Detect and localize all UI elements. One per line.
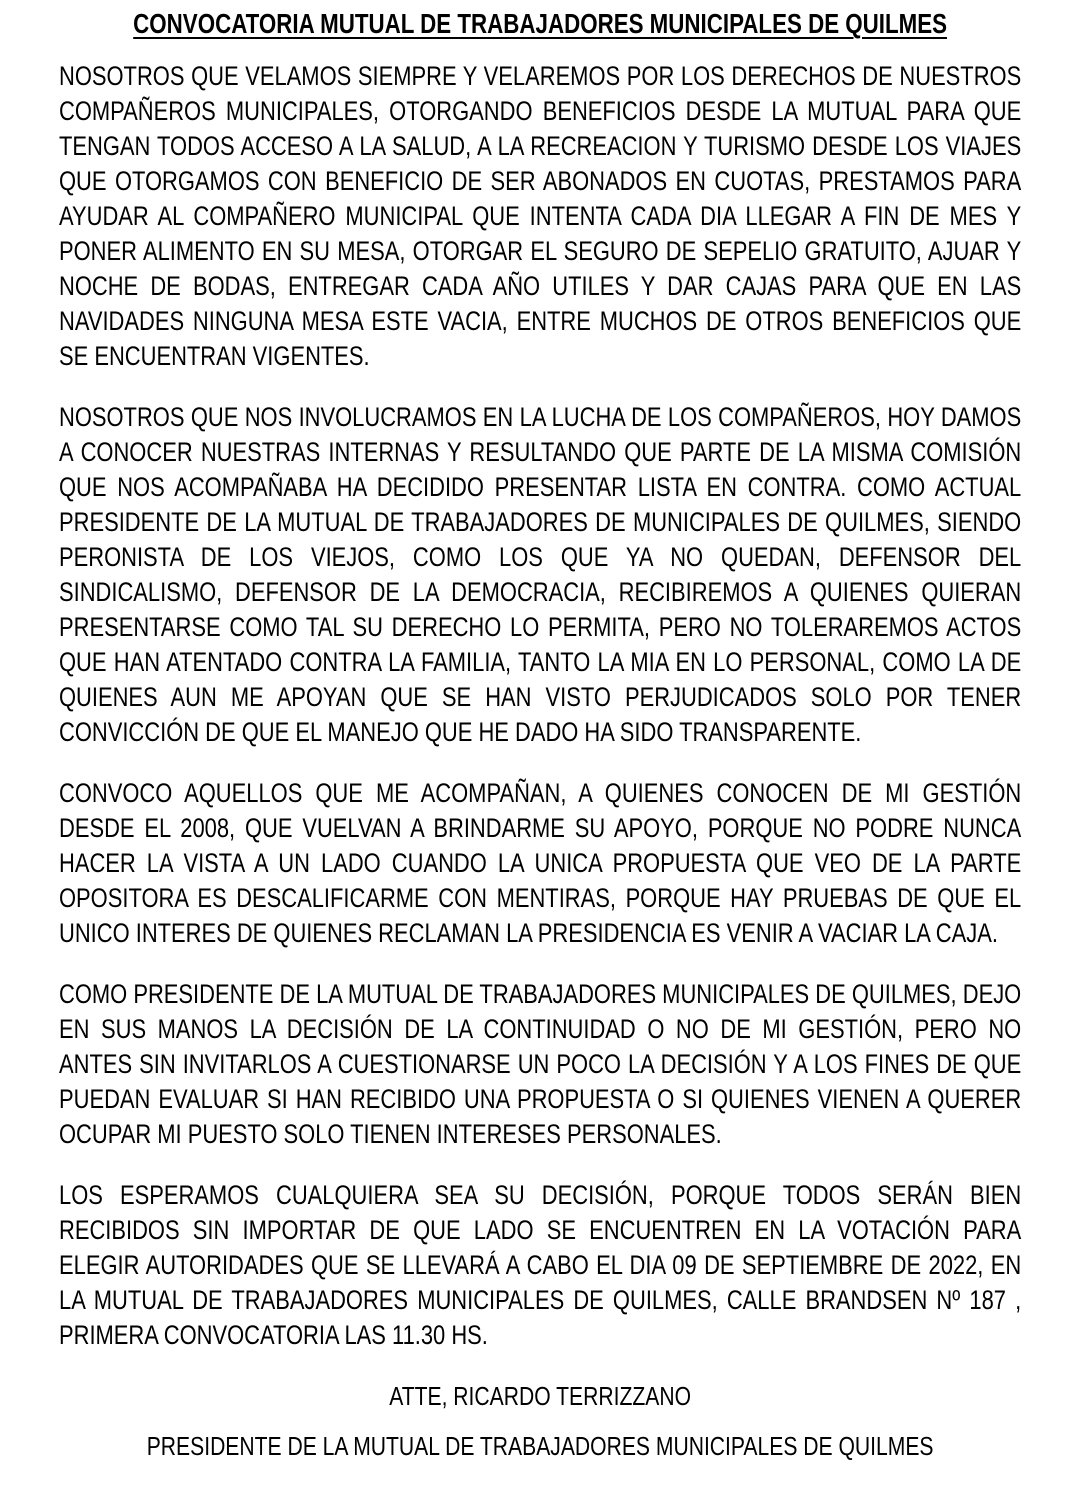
document-title: CONVOCATORIA MUTUAL DE TRABAJADORES MUNICIPALES DE QUILMES: [133, 8, 948, 39]
signature-closing: ATTE, RICARDO TERRIZZANO: [389, 1381, 692, 1411]
paragraph-benefits: NOSOTROS QUE VELAMOS SIEMPRE Y VELAREMOS POR LOS DERECHOS DE NUESTROS COMPAÑEROS MUNICIPALES, OTORGANDO BENEFICIOS DESDE LA MUTUAL PARA QUE TENGAN TODOS ACCESO A LA SALUD, A LA RECREACION Y TURISMO DESDE LOS VIAJES QUE OTORGAMOS CON BENEFICIO DE SER ABONADOS EN CUOTAS, PRESTAMOS PARA AYUDAR AL COMPAÑERO MUNICIPAL QUE INTENTA CADA DIA LLEGAR A FIN DE MES Y PONER ALIMENTO EN SU MESA, OTORGAR EL SEGURO DE SEPELIO GRATUITO, AJUAR Y NOCHE DE BODAS, ENTREGAR CADA AÑO UTILES Y DAR CAJAS PARA QUE EN LAS NAVIDADES NINGUNA MESA ESTE VACIA, ENTRE MUCHOS DE OTROS BENEFICIOS QUE SE ENCUENTRAN VIGENTES.: [59, 61, 1022, 371]
paragraph-internas: NOSOTROS QUE NOS INVOLUCRAMOS EN LA LUCHA DE LOS COMPAÑEROS, HOY DAMOS A CONOCER NUESTRAS INTERNAS Y RESULTANDO QUE PARTE DE LA MISMA COMISIÓN QUE NOS ACOMPAÑABA HA DECIDIDO PRESENTAR LISTA EN CONTRA. COMO ACTUAL PRESIDENTE DE LA MUTUAL DE TRABAJADORES DE MUNICIPALES DE QUILMES, SIENDO PERONISTA DE LOS VIEJOS, COMO LOS QUE YA NO QUEDAN, DEFENSOR DEL SINDICALISMO, DEFENSOR DE LA DEMOCRACIA, RECIBIREMOS A QUIENES QUIERAN PRESENTARSE COMO TAL SU DERECHO LO PERMITA, PERO NO TOLERAREMOS ACTOS QUE HAN ATENTADO CONTRA LA FAMILIA, TANTO LA MIA EN LO PERSONAL, COMO LA DE QUIENES AUN ME APOYAN QUE SE HAN VISTO PERJUDICADOS SOLO POR TENER CONVICCIÓN DE QUE EL MANEJO QUE HE DADO HA SIDO TRANSPARENTE.: [59, 402, 1022, 747]
paragraph-votacion-fecha: LOS ESPERAMOS CUALQUIERA SEA SU DECISIÓN, PORQUE TODOS SERÁN BIEN RECIBIDOS SIN IMPORTAR DE QUE LADO SE ENCUENTREN EN LA VOTACIÓN PARA ELEGIR AUTORIDADES QUE SE LLEVARÁ A CABO EL DIA 09 DE SEPTIEMBRE DE 2022, EN LA MUTUAL DE TRABAJADORES MUNICIPALES DE QUILMES, CALLE BRANDSEN Nº 187 , PRIMERA CONVOCATORIA LAS 11.30 HS.: [59, 1180, 1022, 1350]
signature-role: PRESIDENTE DE LA MUTUAL DE TRABAJADORES MUNICIPALES DE QUILMES: [146, 1431, 934, 1461]
paragraph-decision: COMO PRESIDENTE DE LA MUTUAL DE TRABAJADORES MUNICIPALES DE QUILMES, DEJO EN SUS MANOS LA DECISIÓN DE LA CONTINUIDAD O NO DE MI GESTIÓN, PERO NO ANTES SIN INVITARLOS A CUESTIONARSE UN POCO LA DECISIÓN Y A LOS FINES DE QUE PUEDAN EVALUAR SI HAN RECIBIDO UNA PROPUESTA O SI QUIENES VIENEN A QUERER OCUPAR MI PUESTO SOLO TIENEN INTERESES PERSONALES.: [59, 979, 1022, 1149]
paragraph-convocatoria-apoyo: CONVOCO AQUELLOS QUE ME ACOMPAÑAN, A QUIENES CONOCEN DE MI GESTIÓN DESDE EL 2008, QUE VUELVAN A BRINDARME SU APOYO, PORQUE NO PODRE NUNCA HACER LA VISTA A UN LADO CUANDO LA UNICA PROPUESTA QUE VEO DE LA PARTE OPOSITORA ES DESCALIFICARME CON MENTIRAS, PORQUE HAY PRUEBAS DE QUE EL UNICO INTERES DE QUIENES RECLAMAN LA PRESIDENCIA ES VENIR A VACIAR LA CAJA.: [59, 778, 1022, 948]
